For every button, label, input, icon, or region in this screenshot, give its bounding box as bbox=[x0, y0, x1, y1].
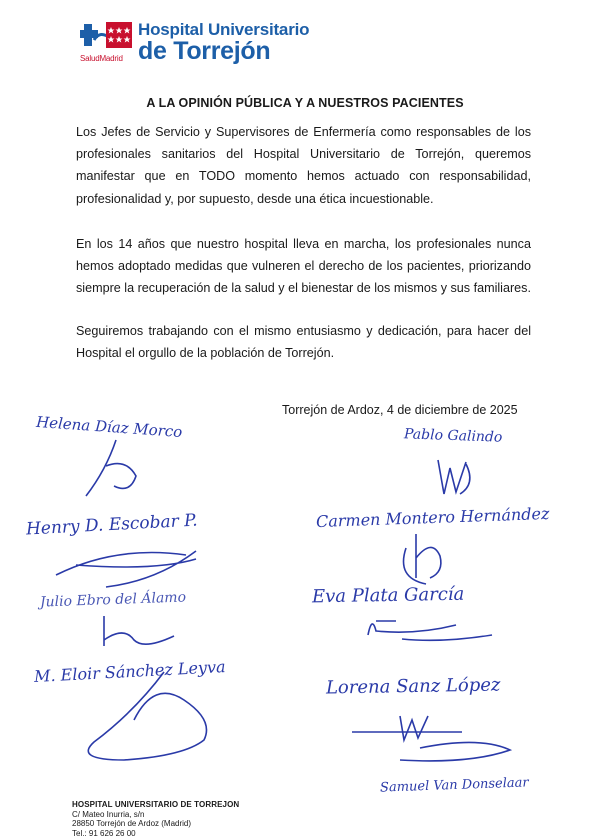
signature-name: Julio Ebro del Álamo bbox=[39, 589, 187, 611]
signature-name: Henry D. Escobar P. bbox=[25, 510, 199, 540]
signature-name: Lorena Sanz López bbox=[325, 674, 501, 699]
signature-name: M. Eloir Sánchez Leyva bbox=[33, 656, 226, 687]
footer-hospital-name: HOSPITAL UNIVERSITARIO DE TORREJON bbox=[72, 800, 240, 809]
letter-paragraph-1: Los Jefes de Servicio y Supervisores de Enfermería como responsables de los profesionales sanitarios del Hospital Universitario de Torrejón, queremos manifestar que en TODO momento hemos actuado con responsabilidad, profesionalidad y, por supuesto, desde una ética incuestionable. bbox=[76, 125, 531, 206]
signature-name: Pablo Galindo bbox=[403, 426, 503, 446]
hospital-logo bbox=[78, 14, 318, 66]
salud-madrid-label: SaludMadrid bbox=[80, 54, 123, 63]
brand-line-1: Hospital Universitario bbox=[138, 20, 310, 39]
letter-paragraph-3: Seguiremos trabajando con el mismo entusiasmo y dedicación, para hacer del Hospital el orgullo de la población de Torrejón. bbox=[76, 324, 531, 361]
footer-phone: Tel.: 91 626 26 00 bbox=[72, 828, 136, 838]
letter-heading: A LA OPINIÓN PÚBLICA Y A NUESTROS PACIENTES bbox=[146, 96, 464, 110]
salud-madrid-emblem-icon bbox=[80, 20, 136, 57]
letter-paragraph-2: En los 14 años que nuestro hospital lleva en marcha, los profesionales nunca hemos adoptado medidas que vulneren el derecho de los pacientes, priorizando siempre la recuperación de la salud y el bienestar de los mismos y sus familiares. bbox=[76, 237, 531, 296]
signature-name: Helena Díaz Morco bbox=[35, 412, 183, 442]
footer-address-line-2: 28850 Torrejón de Ardoz (Madrid) bbox=[72, 819, 192, 829]
signature-name: Eva Plata García bbox=[311, 583, 465, 608]
footer-address-line-1: C/ Mateo Inurria, s/n bbox=[72, 809, 145, 819]
dateline: Torrejón de Ardoz, 4 de diciembre de 2025 bbox=[282, 403, 518, 417]
footer-address bbox=[72, 800, 239, 838]
signature-name: Samuel Van Donselaar bbox=[379, 775, 529, 796]
signature-right-5 bbox=[350, 712, 570, 796]
brand-line-2: de Torrejón bbox=[138, 37, 271, 65]
signature-name: Carmen Montero Hernández bbox=[315, 503, 550, 532]
